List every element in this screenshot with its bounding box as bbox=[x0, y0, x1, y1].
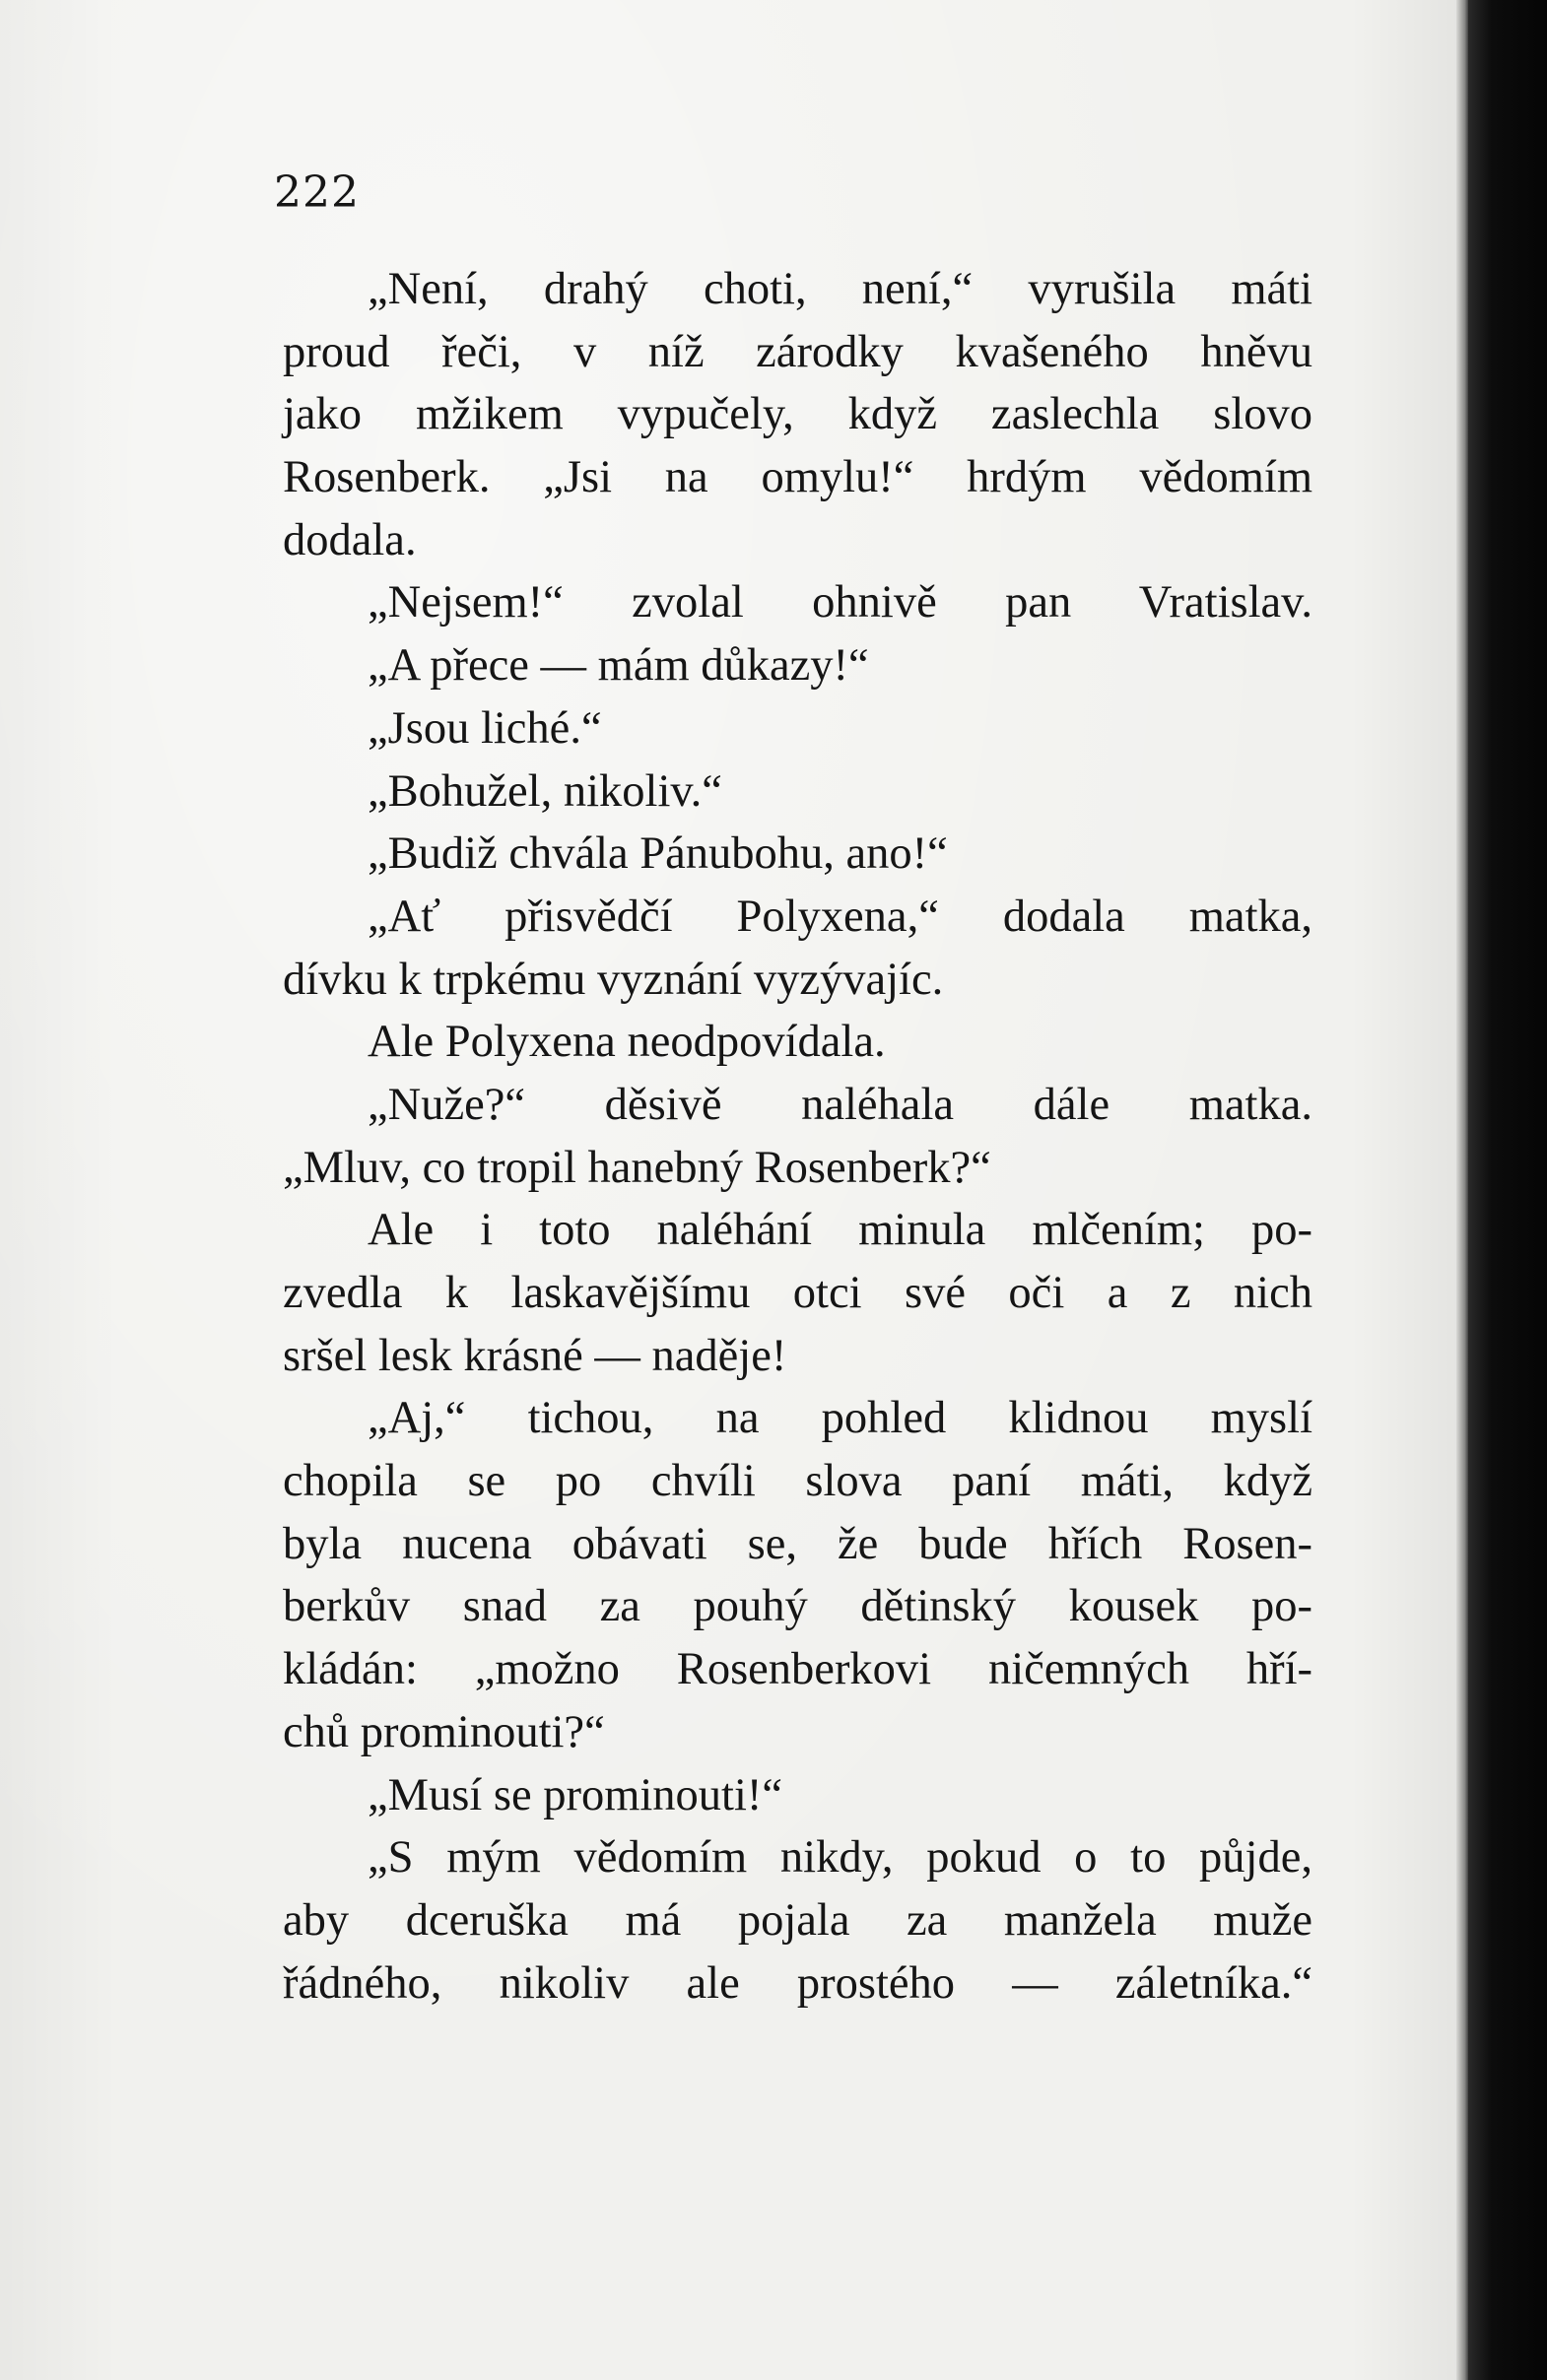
text-line: Ale i toto naléhání minula mlčením; po- bbox=[368, 1205, 1312, 1256]
text-line: „Ať přisvědčí Polyxena,“ dodala matka, bbox=[368, 891, 1312, 942]
text-line: berkův snad za pouhý dětinský kousek po- bbox=[283, 1581, 1312, 1632]
text-line: Ale Polyxena neodpovídala. bbox=[368, 1017, 886, 1068]
text-line: jako mžikem vypučely, když zaslechla slovo bbox=[283, 389, 1312, 440]
body-text bbox=[283, 258, 1312, 2015]
text-line: „Bohužel, nikoliv.“ bbox=[368, 765, 722, 817]
text-line: „A přece — mám důkazy!“ bbox=[368, 640, 869, 692]
text-line: řádného, nikoliv ale prostého — záletníka.“ bbox=[283, 1957, 1312, 2009]
text-line: „Jsou liché.“ bbox=[368, 702, 602, 754]
page-number: 222 bbox=[274, 167, 360, 218]
scan-border bbox=[1468, 0, 1547, 2380]
text-line: „Není, drahý choti, není,“ vyrušila máti bbox=[368, 264, 1312, 314]
text-line: kládán: „možno Rosenberkovi ničemných hří- bbox=[283, 1644, 1312, 1695]
text-line: „Musí se prominouti!“ bbox=[368, 1769, 783, 1820]
text-line: „Aj,“ tichou, na pohled klidnou myslí bbox=[368, 1393, 1312, 1444]
text-line: zvedla k laskavějšímu otci své oči a z nich bbox=[283, 1268, 1312, 1318]
text-line: chů prominouti?“ bbox=[283, 1706, 605, 1757]
text-line: „S mým vědomím nikdy, pokud o to půjde, bbox=[368, 1832, 1312, 1884]
text-line: „Mluv, co tropil hanebný Rosenberk?“ bbox=[283, 1142, 991, 1193]
text-line: dodala. bbox=[283, 514, 417, 565]
text-line: sršel lesk krásné — naděje! bbox=[283, 1330, 787, 1381]
text-line: Rosenberk. „Jsi na omylu!“ hrdým vědomím bbox=[283, 452, 1312, 503]
text-line: chopila se po chvíli slova paní máti, když bbox=[283, 1456, 1312, 1507]
text-line: „Budiž chvála Pánubohu, ano!“ bbox=[368, 828, 948, 880]
text-line: dívku k trpkému vyznání vyzývajíc. bbox=[283, 954, 944, 1005]
text-line: proud řeči, v níž zárodky kvašeného hněvu bbox=[283, 326, 1312, 377]
text-line: byla nucena obávati se, že bude hřích Rosen- bbox=[283, 1518, 1312, 1569]
text-line: „Nuže?“ děsivě naléhala dále matka. bbox=[368, 1079, 1312, 1130]
text-line: „Nejsem!“ zvolal ohnivě pan Vratislav. bbox=[368, 577, 1312, 628]
text-line: aby dceruška má pojala za manžela muže bbox=[283, 1894, 1312, 1946]
